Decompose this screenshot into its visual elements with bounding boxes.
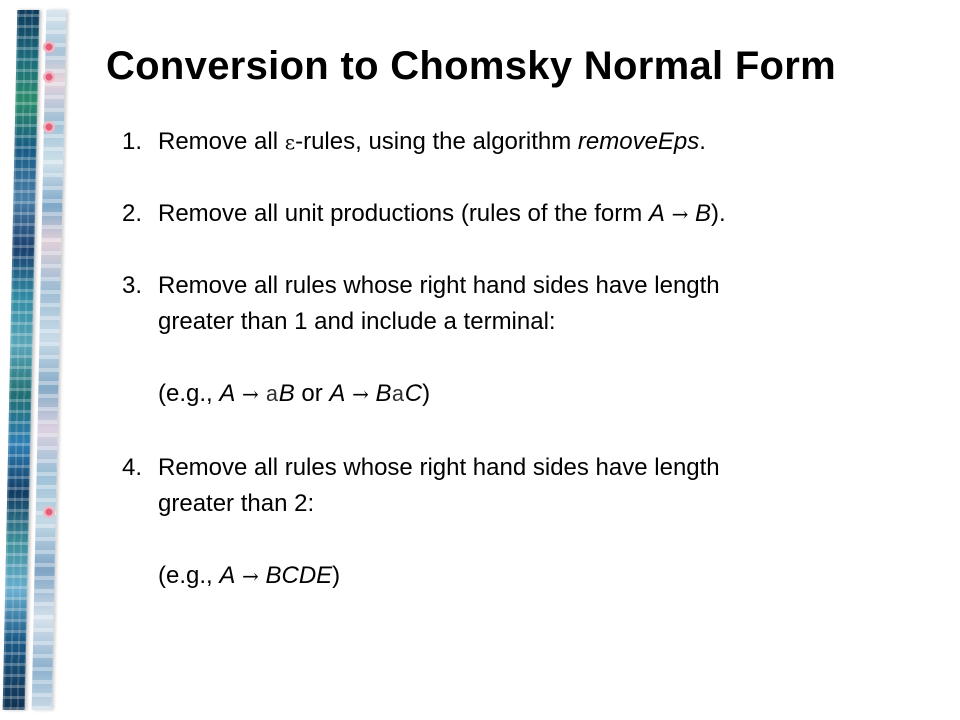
step-4-example: (e.g., A → BCDE) [158, 562, 341, 589]
step-2 [122, 196, 932, 232]
step-number: 4. [122, 454, 143, 481]
arrow-symbol: → [671, 202, 689, 226]
terminal-symbol: a [265, 383, 279, 408]
step-3-example: (e.g., A → aB or A → BaC) [158, 380, 431, 408]
step-3-line-1: Remove all rules whose right hand sides have length [158, 272, 720, 299]
step-1 [122, 124, 932, 160]
terminal-symbol: a [391, 383, 405, 408]
step-number: 3. [122, 272, 143, 299]
step-number: 2. [122, 200, 143, 227]
flower-ornament-icon [42, 70, 56, 84]
flower-ornament-icon [42, 505, 56, 519]
step-list [122, 124, 932, 594]
step-3 [122, 268, 932, 414]
step-number: 1. [122, 128, 143, 155]
step-2-text: Remove all unit productions (rules of the form A → B). [158, 200, 726, 227]
arrow-symbol: → [352, 382, 369, 406]
step-4 [122, 450, 932, 594]
flower-ornament-icon [42, 120, 56, 134]
step-1-text: Remove all ε-rules, using the algorithm removeEps. [158, 128, 706, 155]
arrow-symbol: → [242, 382, 259, 406]
step-3-line-2: greater than 1 and include a terminal: [158, 308, 556, 335]
epsilon-symbol: ε [284, 130, 296, 154]
step-4-line-1: Remove all rules whose right hand sides have length [158, 454, 720, 481]
algorithm-name: removeEps [577, 128, 700, 155]
step-4-line-2: greater than 2: [158, 490, 315, 517]
flower-ornament-icon [42, 40, 56, 54]
arrow-symbol: → [242, 564, 259, 588]
slide-title: Conversion to Chomsky Normal Form [106, 44, 837, 88]
